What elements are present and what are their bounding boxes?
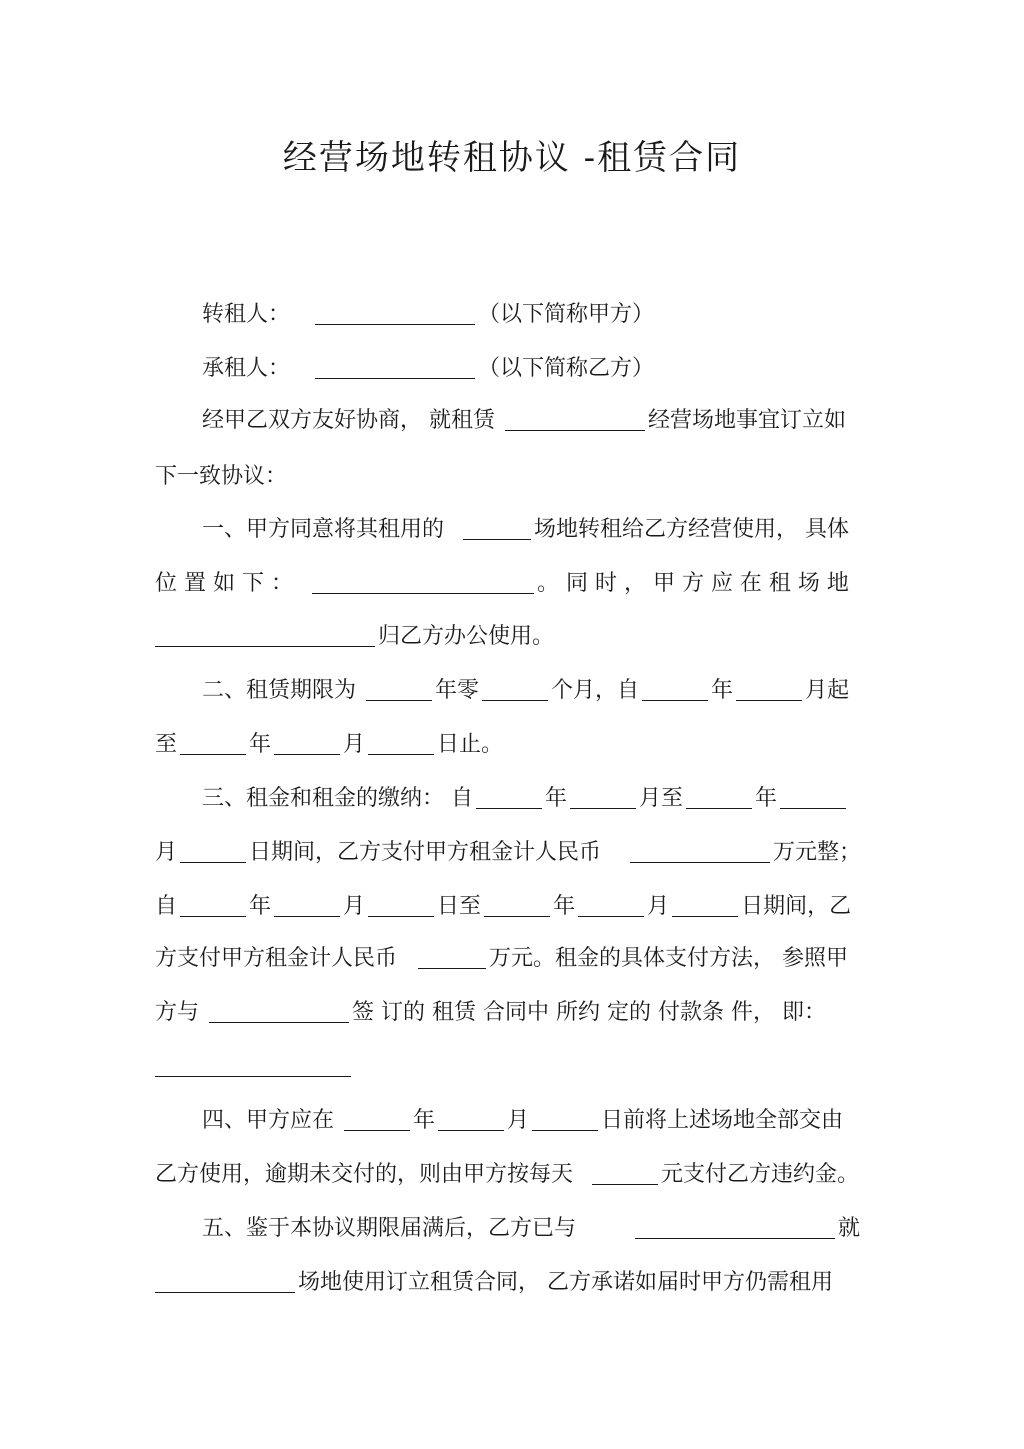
clause5-party-blank[interactable] <box>635 1216 835 1239</box>
rent2-start-month-blank[interactable] <box>274 894 340 917</box>
end-day-blank[interactable] <box>368 732 434 755</box>
clause4-text-a: 四、甲方应在 <box>202 1108 335 1133</box>
clause3-text-e: 月 <box>155 840 178 865</box>
clause2-text-f: 至 <box>155 732 178 757</box>
clause3-text-d: 年 <box>755 786 778 811</box>
clause2-text-d: 年 <box>711 678 734 703</box>
rent1-amount-blank[interactable] <box>630 840 770 863</box>
lessee-label: 承租人： <box>202 356 291 381</box>
rent2-start-year-blank[interactable] <box>180 894 246 917</box>
intro-text-1: 经甲乙双方友好协商， 就租赁 <box>202 408 495 433</box>
clause4-text-e: 乙方使用，逾期未交付的，则由甲方按每天 <box>155 1162 574 1187</box>
rent1-end-month-blank[interactable] <box>780 786 846 809</box>
penalty-amount-blank[interactable] <box>592 1162 658 1185</box>
clause1-text-d: 。 同 时 ， 甲 方 应 在 租 场 地 <box>536 571 849 596</box>
premises-blank[interactable] <box>505 408 645 431</box>
lease-years-blank[interactable] <box>366 678 432 701</box>
clause3-text-f: 日期间，乙方支付甲方租金计人民币 <box>249 840 602 865</box>
clause3-line-3 <box>155 892 875 922</box>
clause2-text-c: 个月，自 <box>551 678 640 703</box>
sublessor-line <box>202 300 882 330</box>
clause3-text-p: 万元。租金的具体支付方法， 参照甲 <box>489 946 849 971</box>
rent1-end-day-blank[interactable] <box>180 840 246 863</box>
clause3-text-c: 月至 <box>639 786 684 811</box>
clause3-text-k: 日至 <box>437 894 482 919</box>
clause1-line-1 <box>202 515 882 545</box>
clause4-text-c: 月 <box>507 1108 530 1133</box>
clause5-text-c: 场地使用订立租赁合同， 乙方承诺如届时甲方仍需租用 <box>298 1270 833 1295</box>
clause5-line-1 <box>202 1214 882 1244</box>
rent2-amount-blank[interactable] <box>418 946 486 969</box>
clause3-text-l: 年 <box>553 894 576 919</box>
clause5-site-blank[interactable] <box>155 1270 295 1293</box>
original-lessor-blank[interactable] <box>209 1000 349 1023</box>
clause3-text-q: 方与 <box>155 1000 200 1025</box>
document-title: 经营场地转租协议 -租赁合同 <box>282 138 742 178</box>
clause1-location-blank[interactable] <box>312 571 534 594</box>
clause1-site-blank[interactable] <box>463 517 531 540</box>
clause4-line-2 <box>155 1160 875 1190</box>
lease-months-blank[interactable] <box>482 678 548 701</box>
rent2-end-day-blank[interactable] <box>672 894 738 917</box>
rent2-end-year-blank[interactable] <box>484 894 550 917</box>
clause2-text-i: 日止。 <box>437 732 504 757</box>
clause3-text-g: 万元整； <box>773 840 862 865</box>
clause2-line-2 <box>155 730 875 760</box>
clause3-line-5 <box>155 998 875 1028</box>
rent2-start-day-blank[interactable] <box>368 894 434 917</box>
start-year-blank[interactable] <box>642 678 708 701</box>
clause3-text-h: 自 <box>155 894 178 919</box>
clause2-text-b: 年零 <box>435 678 480 703</box>
handover-month-blank[interactable] <box>438 1108 504 1131</box>
clause3-text-i: 年 <box>249 894 272 919</box>
intro-line-1 <box>202 406 882 436</box>
clause3-text-m: 月 <box>647 894 670 919</box>
clause1-office-area-blank[interactable] <box>155 624 375 647</box>
handover-day-blank[interactable] <box>532 1108 598 1131</box>
clause1-line-2 <box>155 569 875 599</box>
handover-year-blank[interactable] <box>344 1108 410 1131</box>
clause1-text-b: 场地转租给乙方经营使用， 具体 <box>534 517 850 542</box>
clause2-text-h: 月 <box>343 732 366 757</box>
clause3-line-4 <box>155 944 875 974</box>
clause3-line-1 <box>202 784 882 814</box>
rent2-end-month-blank[interactable] <box>578 894 644 917</box>
clause2-text-g: 年 <box>249 732 272 757</box>
clause4-text-b: 年 <box>413 1108 436 1133</box>
clause3-line-6 <box>155 1052 875 1082</box>
lessee-name-blank[interactable] <box>315 356 475 379</box>
rent1-start-year-blank[interactable] <box>476 786 542 809</box>
sublessor-label: 转租人： <box>202 302 291 327</box>
clause1-text-a: 一、甲方同意将其租用的 <box>202 517 445 542</box>
clause3-text-n: 日期间，乙 <box>741 894 852 919</box>
clause3-text-b: 年 <box>545 786 568 811</box>
sublessor-note: （以下简称甲方） <box>478 302 655 327</box>
clause4-text-d: 日前将上述场地全部交由 <box>601 1108 844 1133</box>
end-year-blank[interactable] <box>180 732 246 755</box>
rent1-start-month-blank[interactable] <box>570 786 636 809</box>
intro-text-3: 下一致协议： <box>155 464 288 489</box>
end-month-blank[interactable] <box>274 732 340 755</box>
lessee-line <box>202 354 882 384</box>
rent1-end-year-blank[interactable] <box>686 786 752 809</box>
lessee-note: （以下简称乙方） <box>478 356 655 381</box>
clause5-text-a: 五、鉴于本协议期限届满后，乙方已与 <box>202 1216 577 1241</box>
clause4-text-f: 元支付乙方违约金。 <box>661 1162 860 1187</box>
clause1-line-3 <box>155 622 875 652</box>
clause3-text-a: 三、租金和租金的缴纳： 自 <box>202 786 473 811</box>
clause2-text-a: 二、租赁期限为 <box>202 678 357 703</box>
clause5-line-2 <box>155 1268 875 1298</box>
clause5-text-b: 就 <box>838 1216 861 1241</box>
clause2-text-e: 月起 <box>805 678 850 703</box>
intro-line-2 <box>155 462 875 492</box>
clause3-line-2 <box>155 838 875 868</box>
clause3-text-j: 月 <box>343 894 366 919</box>
clause1-text-c: 位 置 如 下 ： <box>155 571 293 596</box>
intro-text-2: 经营场地事宜订立如 <box>648 408 847 433</box>
sublessor-name-blank[interactable] <box>315 302 475 325</box>
payment-terms-blank[interactable] <box>155 1054 351 1077</box>
clause4-line-1 <box>202 1106 882 1136</box>
clause1-text-e: 归乙方办公使用。 <box>378 624 555 649</box>
clause3-text-r: 签 订的 租赁 合同中 所约 定的 付款条 件， 即： <box>352 1000 826 1025</box>
start-month-blank[interactable] <box>736 678 802 701</box>
clause3-text-o: 方支付甲方租金计人民币 <box>155 946 398 971</box>
clause2-line-1 <box>202 676 882 706</box>
